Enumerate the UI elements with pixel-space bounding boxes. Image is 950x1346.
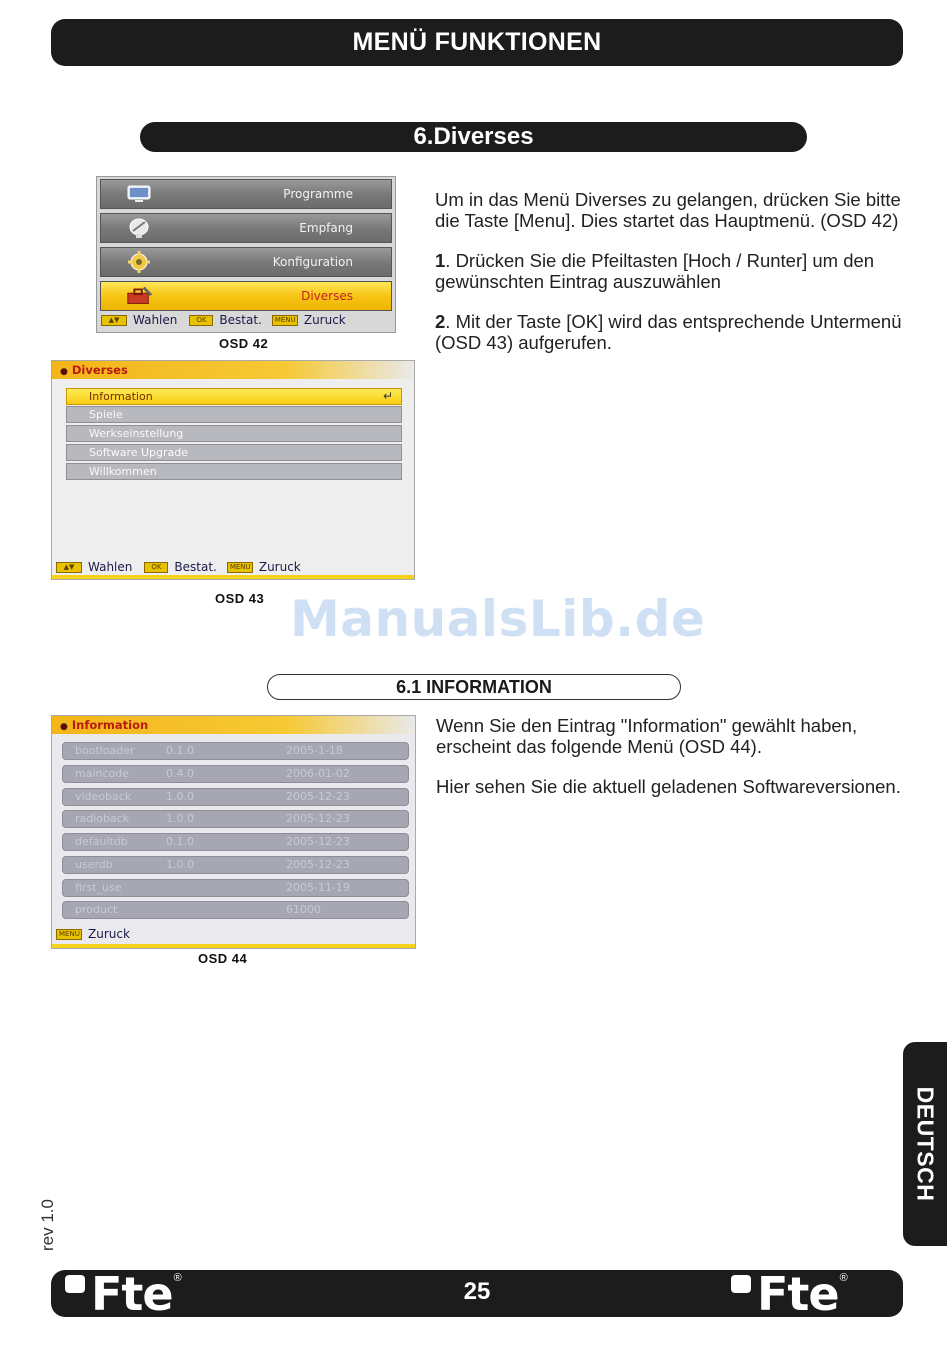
page-header-title: MENÜ FUNKTIONEN bbox=[352, 28, 602, 56]
osd44-caption: OSD 44 bbox=[198, 951, 248, 966]
logo-square bbox=[731, 1275, 751, 1293]
module-name: videoback bbox=[75, 790, 132, 803]
page-number: 25 bbox=[463, 1278, 491, 1305]
module-name: userdb bbox=[75, 858, 113, 871]
step-1-text: . Drücken Sie die Pfeiltasten [Hoch / Runter] um den gewünschten Eintrag auszuwählen bbox=[435, 250, 875, 292]
table-row bbox=[62, 901, 409, 919]
module-date: 2006-01-02 bbox=[286, 767, 350, 780]
module-date: 2005-12-23 bbox=[286, 812, 350, 825]
osd44-bottom-stripe bbox=[52, 944, 415, 948]
menu-key-icon: MENU bbox=[227, 562, 253, 573]
info-paragraph-1: Wenn Sie den Eintrag "Information" gewählt haben, erscheint das folgende Menü (OSD 44). bbox=[436, 715, 858, 757]
module-date: 2005-1-18 bbox=[286, 744, 343, 757]
menu-key-icon: MENU bbox=[56, 929, 82, 940]
module-name: first_use bbox=[75, 881, 122, 894]
language-side-tab bbox=[903, 1042, 947, 1246]
osd44-titlebar bbox=[52, 716, 415, 734]
step-2-number: 2 bbox=[435, 311, 446, 332]
osd44-title: ● Information bbox=[60, 718, 148, 732]
arrow-keys-icon: ▲▼ bbox=[101, 315, 127, 326]
revision-label: rev 1.0 bbox=[38, 1199, 57, 1251]
info-paragraph-2: Hier sehen Sie die aktuell geladenen Softwareversionen. bbox=[436, 776, 901, 797]
osd44-footer bbox=[56, 927, 130, 941]
osd43-item-label: Spiele bbox=[89, 408, 123, 421]
table-row bbox=[62, 788, 409, 806]
tv-icon bbox=[125, 183, 153, 205]
module-name: bootloader bbox=[75, 744, 135, 757]
module-version: 1.0.0 bbox=[166, 812, 194, 825]
logo-word: Fte bbox=[757, 1267, 839, 1321]
logo-registered: ® bbox=[173, 1272, 182, 1284]
osd42-label: Konfiguration bbox=[272, 255, 353, 269]
osd42-caption: OSD 42 bbox=[219, 336, 269, 351]
footer-ok-label: Bestat. bbox=[219, 313, 262, 327]
footer-select-label: Wahlen bbox=[133, 313, 178, 327]
footer-back-label: Zuruck bbox=[303, 313, 346, 327]
step-1 bbox=[435, 251, 905, 292]
step-1-number: 1 bbox=[435, 250, 446, 271]
osd43-item-information bbox=[66, 388, 402, 405]
subsection-title-pill bbox=[267, 674, 681, 700]
toolbox-icon bbox=[125, 285, 153, 307]
intro-paragraph: Um in das Menü Diverses zu gelangen, drücken Sie bitte die Taste [Menu]. Dies startet das Hauptmenü. (OSD 42) bbox=[435, 189, 901, 231]
logo-registered: ® bbox=[839, 1272, 848, 1284]
module-version: 0.1.0 bbox=[166, 744, 194, 757]
module-date: 2005-12-23 bbox=[286, 790, 350, 803]
fte-logo-right bbox=[731, 1267, 848, 1321]
module-date: 2005-12-23 bbox=[286, 835, 350, 848]
osd42-label: Empfang bbox=[299, 221, 353, 235]
module-version: 1.0.0 bbox=[166, 790, 194, 803]
osd42-main-menu bbox=[96, 176, 396, 333]
subsection-title: 6.1 INFORMATION bbox=[396, 676, 552, 697]
table-row bbox=[62, 810, 409, 828]
table-row bbox=[62, 833, 409, 851]
step-2 bbox=[435, 312, 905, 353]
osd42-item-programme bbox=[100, 179, 392, 209]
osd43-item-label: Software Upgrade bbox=[89, 446, 189, 459]
logo-word: Fte bbox=[91, 1267, 173, 1321]
osd42-label: Programme bbox=[283, 187, 353, 201]
osd43-titlebar bbox=[52, 361, 414, 379]
footer-select-label: Wahlen bbox=[88, 560, 133, 574]
module-version: 0.4.0 bbox=[166, 767, 194, 780]
intro-text bbox=[435, 190, 905, 373]
osd43-item-label: Werkseinstellung bbox=[89, 427, 184, 440]
osd42-item-konfiguration bbox=[100, 247, 392, 277]
osd42-label: Diverses bbox=[301, 289, 353, 303]
header-bar bbox=[51, 19, 903, 66]
table-row bbox=[62, 856, 409, 874]
table-row bbox=[62, 879, 409, 897]
osd43-item-label: Willkommen bbox=[89, 465, 157, 478]
osd43-submenu bbox=[51, 360, 415, 580]
osd43-item-label: Information bbox=[89, 390, 153, 403]
module-version: 0.1.0 bbox=[166, 835, 194, 848]
enter-icon: ↵ bbox=[382, 389, 393, 403]
osd42-footer bbox=[101, 313, 346, 327]
osd43-item-werkseinstellung bbox=[66, 425, 402, 442]
step-2-text: . Mit der Taste [OK] wird das entsprechende Untermenü (OSD 43) aufgerufen. bbox=[435, 311, 902, 353]
info-text bbox=[436, 716, 906, 818]
module-date: 2005-12-23 bbox=[286, 858, 350, 871]
module-date: 61000 bbox=[286, 903, 321, 916]
osd43-item-willkommen bbox=[66, 463, 402, 480]
osd42-item-diverses bbox=[100, 281, 392, 311]
arrow-keys-icon: ▲▼ bbox=[56, 562, 82, 573]
osd44-information bbox=[51, 715, 416, 949]
osd43-caption: OSD 43 bbox=[215, 591, 265, 606]
module-version: 1.0.0 bbox=[166, 858, 194, 871]
osd43-footer bbox=[56, 560, 301, 574]
ok-key-icon: OK bbox=[144, 562, 168, 573]
footer-ok-label: Bestat. bbox=[174, 560, 217, 574]
osd43-item-spiele bbox=[66, 406, 402, 423]
module-name: maincode bbox=[75, 767, 130, 780]
osd43-title: ● Diverses bbox=[60, 363, 128, 377]
osd43-bottom-stripe bbox=[52, 575, 414, 579]
module-date: 2005-11-19 bbox=[286, 881, 350, 894]
module-name: defaultdb bbox=[75, 835, 128, 848]
section-title-pill bbox=[140, 122, 807, 152]
language-label: DEUTSCH bbox=[912, 1086, 939, 1202]
section-title: 6.Diverses bbox=[413, 123, 534, 150]
footer-back-label: Zuruck bbox=[258, 560, 301, 574]
watermark: ManualsLib.de bbox=[290, 590, 706, 648]
footer-back-label: Zuruck bbox=[88, 927, 130, 941]
footer-bar bbox=[51, 1267, 903, 1321]
satellite-dish-icon bbox=[125, 217, 153, 239]
gear-icon bbox=[125, 251, 153, 273]
ok-key-icon: OK bbox=[189, 315, 213, 326]
menu-key-icon: MENU bbox=[272, 315, 298, 326]
table-row bbox=[62, 765, 409, 783]
module-name: product bbox=[75, 903, 118, 916]
table-row bbox=[62, 742, 409, 760]
osd42-item-empfang bbox=[100, 213, 392, 243]
module-name: radioback bbox=[75, 812, 130, 825]
osd43-item-software-upgrade bbox=[66, 444, 402, 461]
